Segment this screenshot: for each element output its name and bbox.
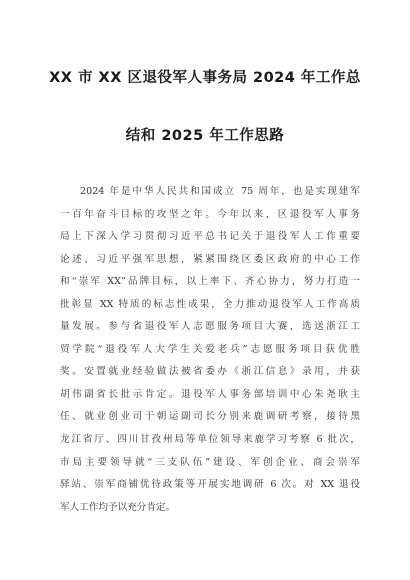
body-line: 任、就业创业司于朝运副司长分别来鹿调研考察，接待黑 [60,411,360,423]
body-line: 局上下深入学习贯彻习近平总书记关于退役军人工作重要 [60,231,360,243]
body-line: 奖。安置就业经验做法被省委办《浙江信息》录用，并获 [60,366,360,378]
body-line: 一百年奋斗目标的攻坚之年。今年以来，区退役军人事务 [60,208,360,220]
body-line: 胡伟副省长批示肯定。退役军人事务部培训中心朱尧耿主 [60,388,360,400]
body-line: 和“崇军 XX”品牌目标，以上率下、齐心协力，努力打造一 [60,276,360,288]
document-title-line-1: XX 市 XX 区退役军人事务局 2024 年工作总 [49,70,361,86]
body-paragraph [60,181,360,519]
document-title-line-2: 结和 2025 年工作思路 [125,128,285,144]
body-line: 驿站、崇军商铺优待政策等开展实地调研 6 次。对 XX 退役 [60,479,360,491]
body-line: 龙江省厅、四川甘孜州局等单位领导来鹿学习考察 6 批次， [60,434,360,446]
body-line: 批彰显 XX 特质的标志性成果，全力推动退役军人工作高质 [60,298,360,310]
body-line: 量发展。参与省退役军人志愿服务项目大赛，选送浙江工 [60,321,360,333]
body-line: 论述、习近平强军思想，紧紧围绕区委区政府的中心工作 [60,253,360,265]
body-line: 市局主要领导就“三支队伍”建设、军创企业、商会崇军 [60,456,360,468]
body-line: 军人工作均予以充分肯定。 [60,501,176,513]
body-line: 贸学院“退役军人大学生关爱老兵”志愿服务项目获优胜 [60,343,360,355]
body-line: 2024 年是中华人民共和国成立 75 周年，也是实现建军 [80,186,360,197]
